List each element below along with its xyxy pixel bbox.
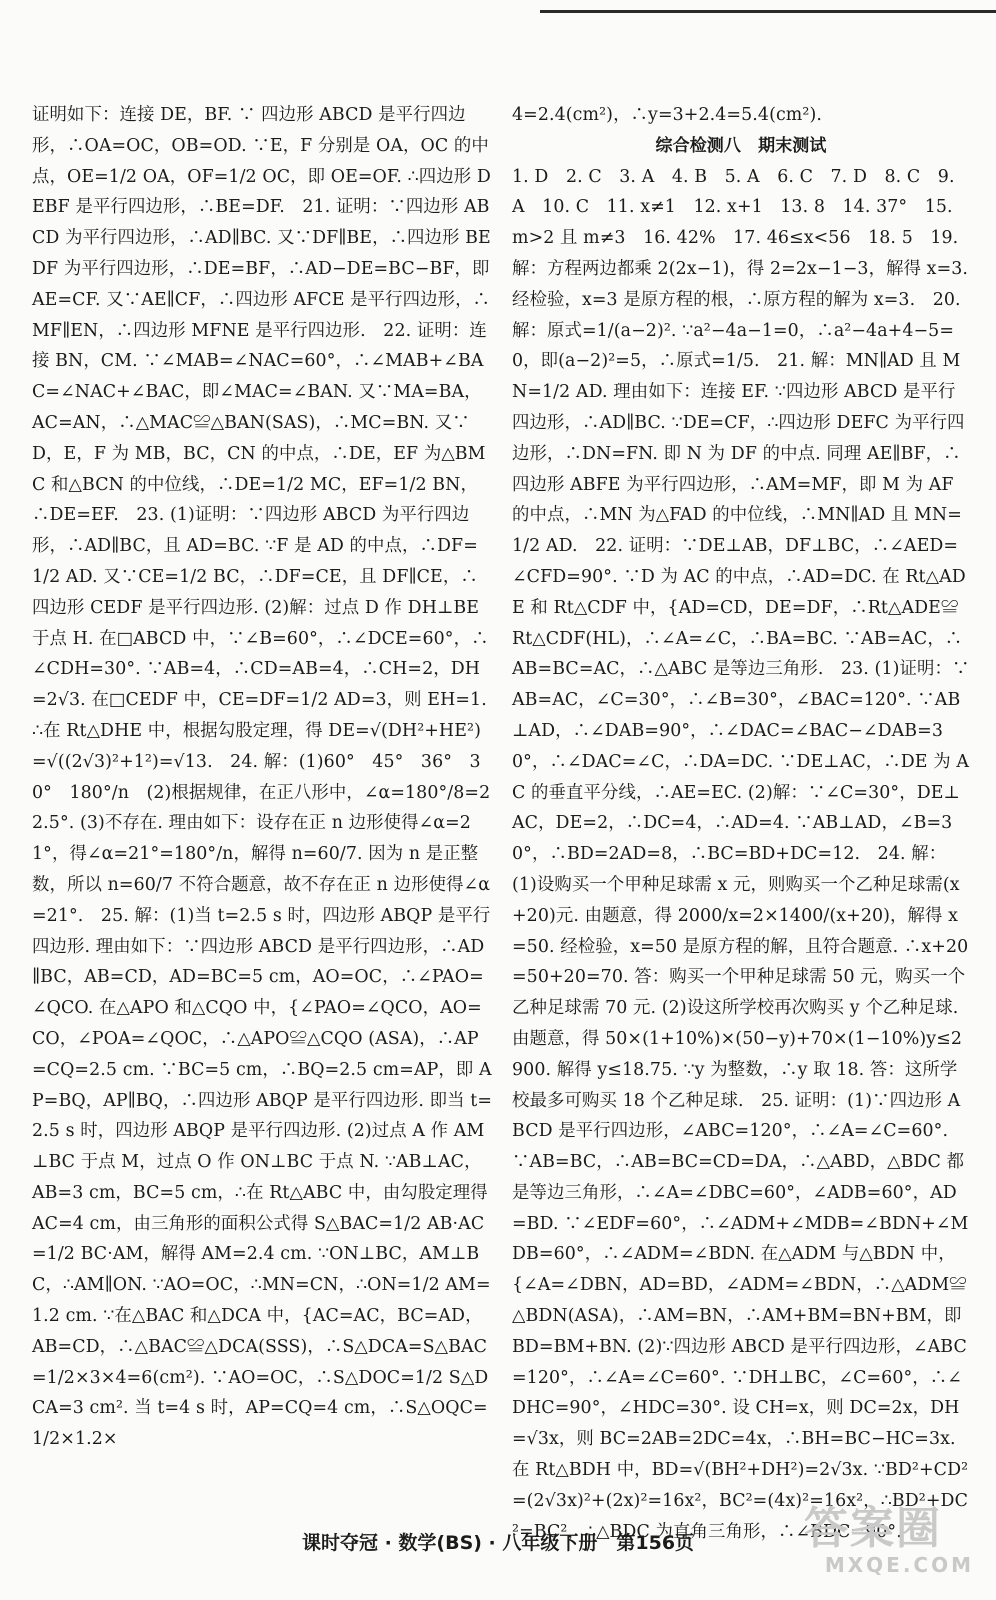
right-paragraph-continued: 4=2.4(cm²)，∴y=3+2.4=5.4(cm²). — [512, 105, 822, 125]
watermark-site-text: MXQE.COM — [824, 1553, 974, 1577]
left-paragraph: 证明如下：连接 DE，BF. ∵ 四边形 ABCD 是平行四边形，∴OA=OC，OB=OD. ∵E，F 分别是 OA，OC 的中点，OE=1/2 OA，OF=1/2 OC，即 OE=OF. ∴四边形 DEBF 是平行四边形，∴BE=DF. 21. 证明：∵四边形 ABCD 为平行四边形，∴AD∥BC. 又∵DF∥BE，∴四边形 BEDF 为平行四边形，∴DE=BF，∴AD−DE=BC−BF，即 AE=CF. 又∵AE∥CF，∴四边形 AFCE 是平行四边形，∴MF∥EN，∴四边形 MFNE 是平行四边形. 22. 证明：连接 BN，CM. ∵∠MAB=∠NAC=60°，∴∠MAB+∠BAC=∠NAC+∠BAC，即∠MAC=∠BAN. 又∵MA=BA，AC=AN，∴△MAC≌△BAN(SAS)，∴MC=BN. 又∵D，E，F 为 MB，BC，CN 的中点，∴DE，EF 为△BMC 和△BCN 的中位线，∴DE=1/2 MC，EF=1/2 BN，∴DE=EF. 23. (1)证明：∵四边形 ABCD 为平行四边形，∴AD∥BC，且 AD=BC. ∵F 是 AD 的中点，∴DF=1/2 AD. 又∵CE=1/2 BC，∴DF=CE，且 DF∥CE，∴四边形 CEDF 是平行四边形. (2)解：过点 D 作 DH⊥BE 于点 H. 在□ABCD 中，∵∠B=60°，∴∠DCE=60°，∴∠CDH=30°. ∵AB=4，∴CD=AB=4，∴CH=2，DH=2√3. 在□CEDF 中，CE=DF=1/2 AD=3，则 EH=1. ∴在 Rt△DHE 中，根据勾股定理，得 DE=√(DH²+HE²)=√((2√3)²+1²)=√13. 24. 解：(1)60° 45° 36° 30° 180°/n (2)根据规律，在正八形中，∠α=180°/8=22.5°. (3)不存在. 理由如下：设存在正 n 边形使得∠α=21°，得∠α=21°=180°/n，解得 n=60/7. 因为 n 是正整数，所以 n=60/7 不符合题意，故不存在正 n 边形使得∠α=21°. 25. 解：(1)当 t=2.5 s 时，四边形 ABQP 是平行四边形. 理由如下：∵四边形 ABCD 是平行四边形，∴AD∥BC，AB=CD，AD=BC=5 cm，AO=OC，∴∠PAO=∠QCO. 在△APO 和△CQO 中，{∠PAO=∠QCO，AO=CO，∠POA=∠QOC，∴△APO≌△CQO (ASA)，∴AP=CQ=2.5 cm. ∵BC=5 cm，∴BQ=2.5 cm=AP，即 AP=BQ，AP∥BQ，∴四边形 ABQP 是平行四边形. 即当 t=2.5 s 时，四边形 ABQP 是平行四边形. (2)过点 A 作 AM⊥BC 于点 M，过点 O 作 ON⊥BC 于点 N. ∵AB⊥AC，AB=3 cm，BC=5 cm，∴在 Rt△ABC 中，由勾股定理得 AC=4 cm，由三角形的面积公式得 S△BAC=1/2 AB·AC=1/2 BC·AM，解得 AM=2.4 cm. ∵ON⊥BC，AM⊥BC，∴AM∥ON. ∵AO=OC，∴MN=CN，∴ON=1/2 AM=1.2 cm. ∵在△BAC 和△DCA 中，{AC=AC，BC=AD，AB=CD，∴△BAC≌△DCA(SSS)，∴S△DCA=S△BAC=1/2×3×4=6(cm²). ∵AO=OC，∴S△DOC=1/2 S△DCA=3 cm². 当 t=4 s 时，AP=CQ=4 cm，∴S△OQC=1/2×1.2× — [32, 105, 493, 1450]
right-paragraph: 1. D 2. C 3. A 4. B 5. A 6. C 7. D 8. C 9. A 10. C 11. x≠1 12. x+1 13. 8 14. 37° 15. m>2 且 m≠3 16. 42% 17. 46≤x<56 18. 5 19. 解：方程两边都乘 2(2x−1)，得 2=2x−1−3，解得 x=3. 经检验，x=3 是原方程的根，∴原方程的解为 x=3. 20. 解：原式=1/(a−2)². ∵a²−4a−1=0，∴a²−4a+4−5=0，即(a−2)²=5，∴原式=1/5. 21. 解：MN∥AD 且 MN=1/2 AD. 理由如下：连接 EF. ∵四边形 ABCD 是平行四边形，∴AD∥BC. ∵DE=CF，∴四边形 DEFC 为平行四边形，∴DN=FN. 即 N 为 DF 的中点. 同理 AE∥BF，∴四边形 ABFE 为平行四边形，∴AM=MF，即 M 为 AF 的中点，∴MN 为△FAD 的中位线，∴MN∥AD 且 MN=1/2 AD. 22. 证明：∵DE⊥AB，DF⊥BC，∴∠AED=∠CFD=90°. ∵D 为 AC 的中点，∴AD=DC. 在 Rt△ADE 和 Rt△CDF 中，{AD=CD，DE=DF，∴Rt△ADE≌Rt△CDF(HL)，∴∠A=∠C，∴BA=BC. ∵AB=AC，∴AB=BC=AC，∴△ABC 是等边三角形. 23. (1)证明：∵AB=AC，∠C=30°，∴∠B=30°，∠BAC=120°. ∵AB⊥AD，∴∠DAB=90°，∴∠DAC=∠BAC−∠DAB=30°，∴∠DAC=∠C，∴DA=DC. ∵DE⊥AC，∴DE 为 AC 的垂直平分线，∴AE=EC. (2)解：∵∠C=30°，DE⊥AC，DE=2，∴DC=4，∴AD=4. ∵AB⊥AD，∠B=30°，∴BD=2AD=8，∴BC=BD+DC=12. 24. 解：(1)设购买一个甲种足球需 x 元，则购买一个乙种足球需(x+20)元. 由题意，得 2000/x=2×1400/(x+20)，解得 x=50. 经检验，x=50 是原方程的解，且符合题意. ∴x+20=50+20=70. 答：购买一个甲种足球需 50 元，购买一个乙种足球需 70 元. (2)设这所学校再次购买 y 个乙种足球. 由题意，得 50×(1+10%)×(50−y)+70×(1−10%)y≤2900. 解得 y≤18.75. ∵y 为整数，∴y 取 18. 答：这所学校最多可购买 18 个乙种足球. 25. 证明：(1)∵四边形 ABCD 是平行四边形，∠ABC=120°，∴∠A=∠C=60°. ∵AB=BC，∴AB=BC=CD=DA，∴△ABD，△BDC 都是等边三角形，∴∠A=∠DBC=60°，∠ADB=60°，AD=BD. ∵∠EDF=60°，∴∠ADM+∠MDB=∠BDN+∠MDB=60°，∴∠ADM=∠BDN. 在△ADM 与△BDN 中，{∠A=∠DBN，AD=BD，∠ADM=∠BDN，∴△ADM≌△BDN(ASA)，∴AM=BN，∴AM+BM=BN+BM，即 BD=BM+BN. (2)∵四边形 ABCD 是平行四边形，∠ABC=120°，∴∠A=∠C=60°. ∵DH⊥BC，∠C=60°，∴∠DHC=90°，∠HDC=30°. 设 CH=x，则 DC=2x，DH=√3x，则 BC=2AB=2DC=4x，∴BH=BC−HC=3x. 在 Rt△BDH 中，BD=√(BH²+DH²)=2√3x. ∵BD²+CD²=(2√3x)²+(2x)²=16x²，BC²=(4x)²=16x²，∴BD²+DC²=BC²，∴△BDC 为直角三角形，∴∠BDC=90°. — [512, 166, 970, 1542]
top-rule — [540, 10, 996, 13]
watermark-logo-text: 答案圈 — [804, 1503, 942, 1554]
section-title: 综合检测八 期末测试 — [655, 135, 827, 156]
watermark-logo — [804, 1504, 974, 1584]
left-column — [32, 100, 492, 1455]
right-column — [512, 100, 970, 1547]
page-footer: 课时夺冠 · 数学(BS) · 八年级下册 第156页 — [301, 1532, 695, 1554]
